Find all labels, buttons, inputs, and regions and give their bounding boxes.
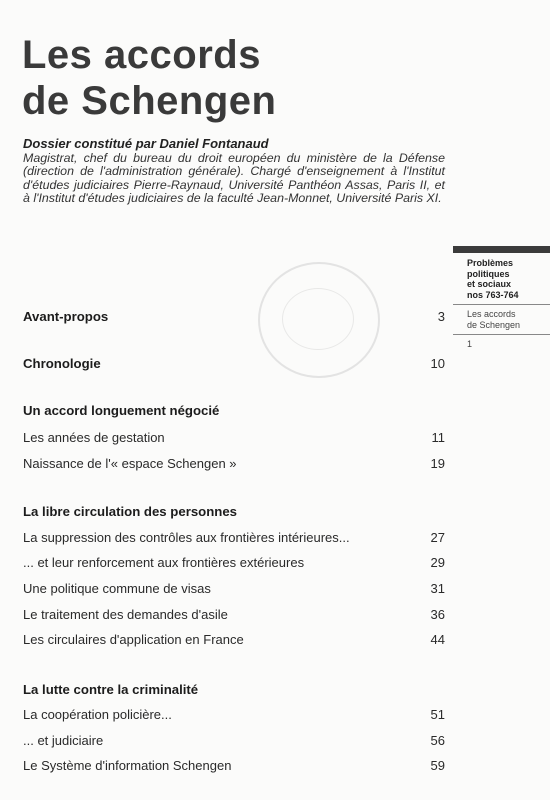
sidebar-bar — [453, 246, 550, 253]
toc-entry[interactable] — [23, 555, 445, 571]
series-name — [467, 258, 550, 300]
toc-entry-label: Avant-propos — [23, 309, 109, 324]
toc-entry[interactable] — [23, 456, 445, 472]
toc-page-number: 27 — [430, 530, 445, 545]
toc-page-number: 44 — [430, 632, 445, 647]
toc-page-number: 3 — [437, 309, 445, 324]
toc-entry-label: Les années de gestation — [23, 430, 165, 445]
toc-entry-label: Naissance de l'« espace Schengen » — [23, 456, 237, 471]
toc-page-number: 56 — [430, 733, 445, 748]
sidebar-subtitle-line-1: Les accords — [467, 309, 516, 319]
toc-avant-propos[interactable] — [23, 309, 445, 325]
author-credit: Dossier constitué par Daniel Fontanaud — [23, 136, 269, 151]
toc-section-heading — [23, 682, 445, 698]
toc-page-number: 59 — [430, 758, 445, 773]
title-line-1: Les accords — [22, 33, 261, 77]
author-block — [23, 136, 445, 206]
series-line-3: et sociaux — [467, 279, 512, 289]
toc-page-number: 19 — [430, 456, 445, 471]
sidebar-divider-1 — [453, 304, 550, 305]
toc-page-number: 36 — [430, 607, 445, 622]
toc-page-number: 51 — [430, 707, 445, 722]
toc-entry-label: La coopération policière... — [23, 707, 172, 722]
section-heading-label: Un accord longuement négocié — [23, 403, 220, 418]
toc-entry[interactable] — [23, 530, 445, 546]
section-heading-label: La libre circulation des personnes — [23, 504, 237, 519]
sidebar-page-number: 1 — [467, 339, 473, 349]
sidebar-subtitle — [467, 309, 550, 330]
toc-entry-label: Chronologie — [23, 356, 101, 371]
sidebar-subtitle-line-2: de Schengen — [467, 319, 521, 330]
toc-page-number: 29 — [430, 555, 445, 570]
toc-page-number: 11 — [431, 430, 445, 445]
toc-entry[interactable] — [23, 632, 445, 648]
toc-entry-label: ... et leur renforcement aux frontières extérieures — [23, 555, 305, 570]
toc-entry-label: ... et judiciaire — [23, 733, 104, 748]
toc-section-heading — [23, 403, 445, 419]
toc-entry-label: Les circulaires d'application en France — [23, 632, 244, 647]
toc-page-number: 31 — [430, 581, 445, 596]
toc-page-number: 10 — [430, 356, 445, 371]
toc-entry[interactable] — [23, 758, 445, 774]
series-line-2: politiques — [467, 268, 510, 279]
author-bio: Magistrat, chef du bureau du droit européen du ministère de la Défense (direction de l'administration générale). Chargé d'enseignement à l'Institut d'études judiciaires Pierre-Raynaud, Université Panthéon Assas, Paris II, et à l'Institut d'études judiciaires de la faculté Jean-Monnet, Université Paris XI. — [23, 151, 445, 206]
page-title — [22, 32, 276, 124]
toc-entry[interactable] — [23, 707, 445, 723]
toc-entry-label: Le traitement des demandes d'asile — [23, 607, 228, 622]
toc-entry[interactable] — [23, 581, 445, 597]
toc-entry-label: Une politique commune de visas — [23, 581, 211, 596]
section-heading-label: La lutte contre la criminalité — [23, 682, 199, 697]
toc-chronologie[interactable] — [23, 356, 445, 372]
toc-entry[interactable] — [23, 607, 445, 623]
series-line-1: Problèmes — [467, 258, 514, 268]
toc-entry-label: Le Système d'information Schengen — [23, 758, 232, 773]
series-line-4: nos 763-764 — [467, 289, 519, 300]
toc-entry[interactable] — [23, 733, 445, 749]
toc-section-heading — [23, 504, 445, 520]
sidebar-divider-2 — [453, 334, 550, 335]
series-sidebar — [453, 246, 550, 350]
toc-entry-label: La suppression des contrôles aux frontières intérieures... — [23, 530, 350, 545]
toc-entry[interactable] — [23, 430, 445, 446]
title-line-2: de Schengen — [22, 79, 277, 123]
